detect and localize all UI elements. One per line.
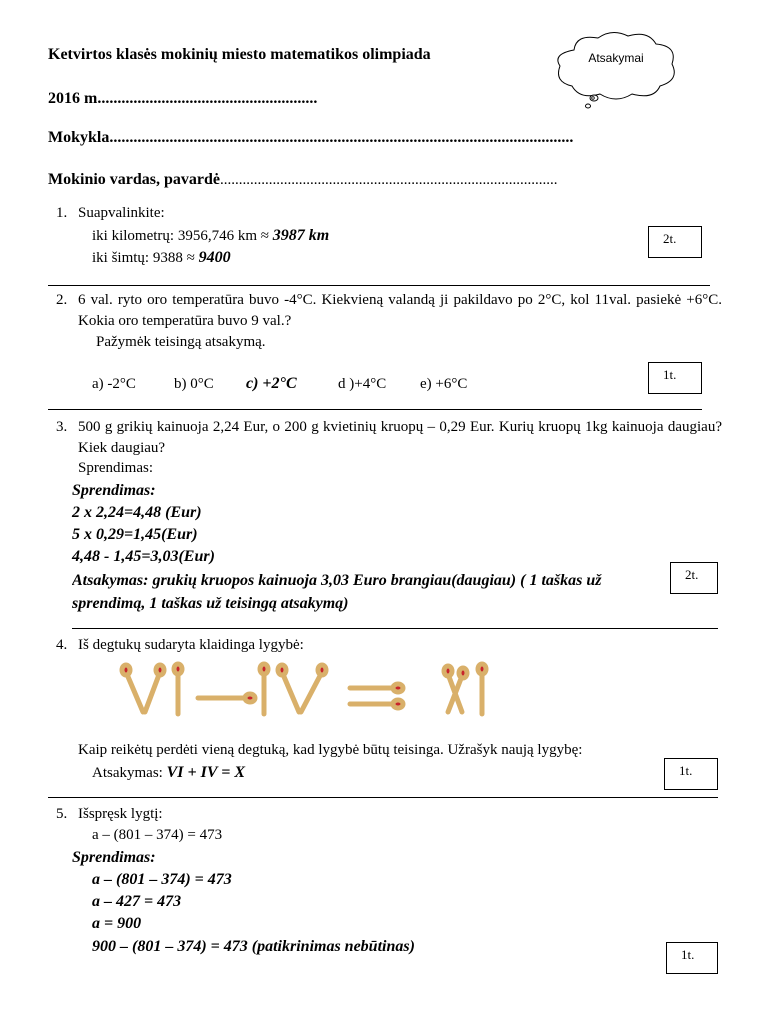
task4-answer: VI + IV = X — [166, 764, 245, 781]
task3-number: 3. — [56, 419, 68, 435]
task2-number: 2. — [56, 292, 68, 308]
school-line: Mokykla.................................................................................................................... — [48, 129, 574, 146]
task5-points-box: 1t. — [666, 942, 718, 974]
task2-option-b: b) 0°C — [174, 376, 214, 392]
task5-title: Išspręsk lygtį: — [78, 806, 163, 822]
task5-label: Sprendimas: — [72, 849, 156, 866]
task4-answer-line — [92, 763, 245, 782]
task3-points-box: 2t. — [670, 562, 718, 594]
task1-line1-answer: 3987 km — [272, 227, 330, 244]
task5-equation: a – (801 – 374) = 473 — [92, 827, 223, 843]
task2-question: 6 val. ryto oro temperatūra buvo -4°C. Kiekvieną valandą ji pakildavo po 2°C, kol 11val. pasiekė +6°C. Kokia oro temperatūra buvo 9 val.? — [78, 292, 722, 329]
task4-points-box: 1t. — [664, 758, 718, 790]
divider — [48, 285, 710, 286]
divider — [48, 409, 702, 410]
task3-step1: 2 x 2,24=4,48 (Eur) — [72, 504, 202, 521]
task3-step2: 5 x 0,29=1,45(Eur) — [72, 526, 198, 543]
task5-step3: a = 900 — [92, 915, 142, 932]
task1-line1 — [92, 226, 329, 245]
task2-option-a: a) -2°C — [92, 376, 136, 392]
task1-number: 1. — [56, 205, 68, 221]
task1-line1-text: iki kilometrų: 3956,746 km ≈ — [92, 228, 269, 244]
task3-step3: 4,48 - 1,45=3,03(Eur) — [72, 548, 215, 565]
task5-check: 900 – (801 – 374) = 473 (patikrinimas nebūtinas) — [92, 938, 415, 955]
matchstick-equation-illustration — [112, 658, 492, 722]
student-name-dots: .......................................................................................... — [220, 172, 558, 188]
student-name-line — [48, 170, 558, 189]
task5-number: 5. — [56, 806, 68, 822]
task2-option-c-correct: c) +2°C — [246, 375, 297, 392]
task1-points-box: 2t. — [648, 226, 702, 258]
task4-prompt: Kaip reikėtų perdėti vieną degtuką, kad lygybė būtų teisinga. Užrašyk naują lygybę: — [78, 742, 583, 758]
task2-option-d: d )+4°C — [338, 376, 387, 392]
task2-option-e: e) +6°C — [420, 376, 468, 392]
task2-points-box: 1t. — [648, 362, 702, 394]
task2-instruction: Pažymėk teisingą atsakymą. — [96, 334, 266, 350]
task1-line2-answer: 9400 — [198, 249, 231, 266]
task3-question: 500 g grikių kainuoja 2,24 Eur, o 200 g kvietinių kruopų – 0,29 Eur. Kurių kruopų 1kg kainuoja daugiau? Kiek daugiau? — [78, 419, 722, 456]
task3-answer-line2: sprendimą, 1 taškas už teisingą atsakymą) — [72, 595, 349, 612]
task5-step1: a – (801 – 374) = 473 — [92, 871, 232, 888]
task3-label-bold: Sprendimas: — [72, 482, 156, 499]
task5-step2: a – 427 = 473 — [92, 893, 182, 910]
cloud-label: Atsakymai — [588, 51, 644, 65]
task1-line2 — [92, 248, 231, 267]
olympiad-title: Ketvirtos klasės mokinių miesto matematikos olimpiada — [48, 46, 431, 63]
task4-answer-label: Atsakymas: — [92, 765, 163, 781]
year-line: 2016 m....................................................... — [48, 90, 318, 107]
task4-number: 4. — [56, 637, 68, 653]
student-name-label: Mokinio vardas, pavardė — [48, 171, 221, 188]
task3-answer-line1: Atsakymas: grukių kruopos kainuoja 3,03 Euro brangiau(daugiau) ( 1 taškas už — [72, 572, 602, 589]
task4-title: Iš degtukų sudaryta klaidinga lygybė: — [78, 637, 304, 653]
divider — [48, 797, 718, 798]
task1-title: Suapvalinkite: — [78, 205, 165, 221]
task3-label-plain: Sprendimas: — [78, 460, 153, 476]
thought-cloud-icon — [552, 28, 682, 110]
task1-line2-text: iki šimtų: 9388 ≈ — [92, 250, 195, 266]
divider — [72, 628, 718, 629]
